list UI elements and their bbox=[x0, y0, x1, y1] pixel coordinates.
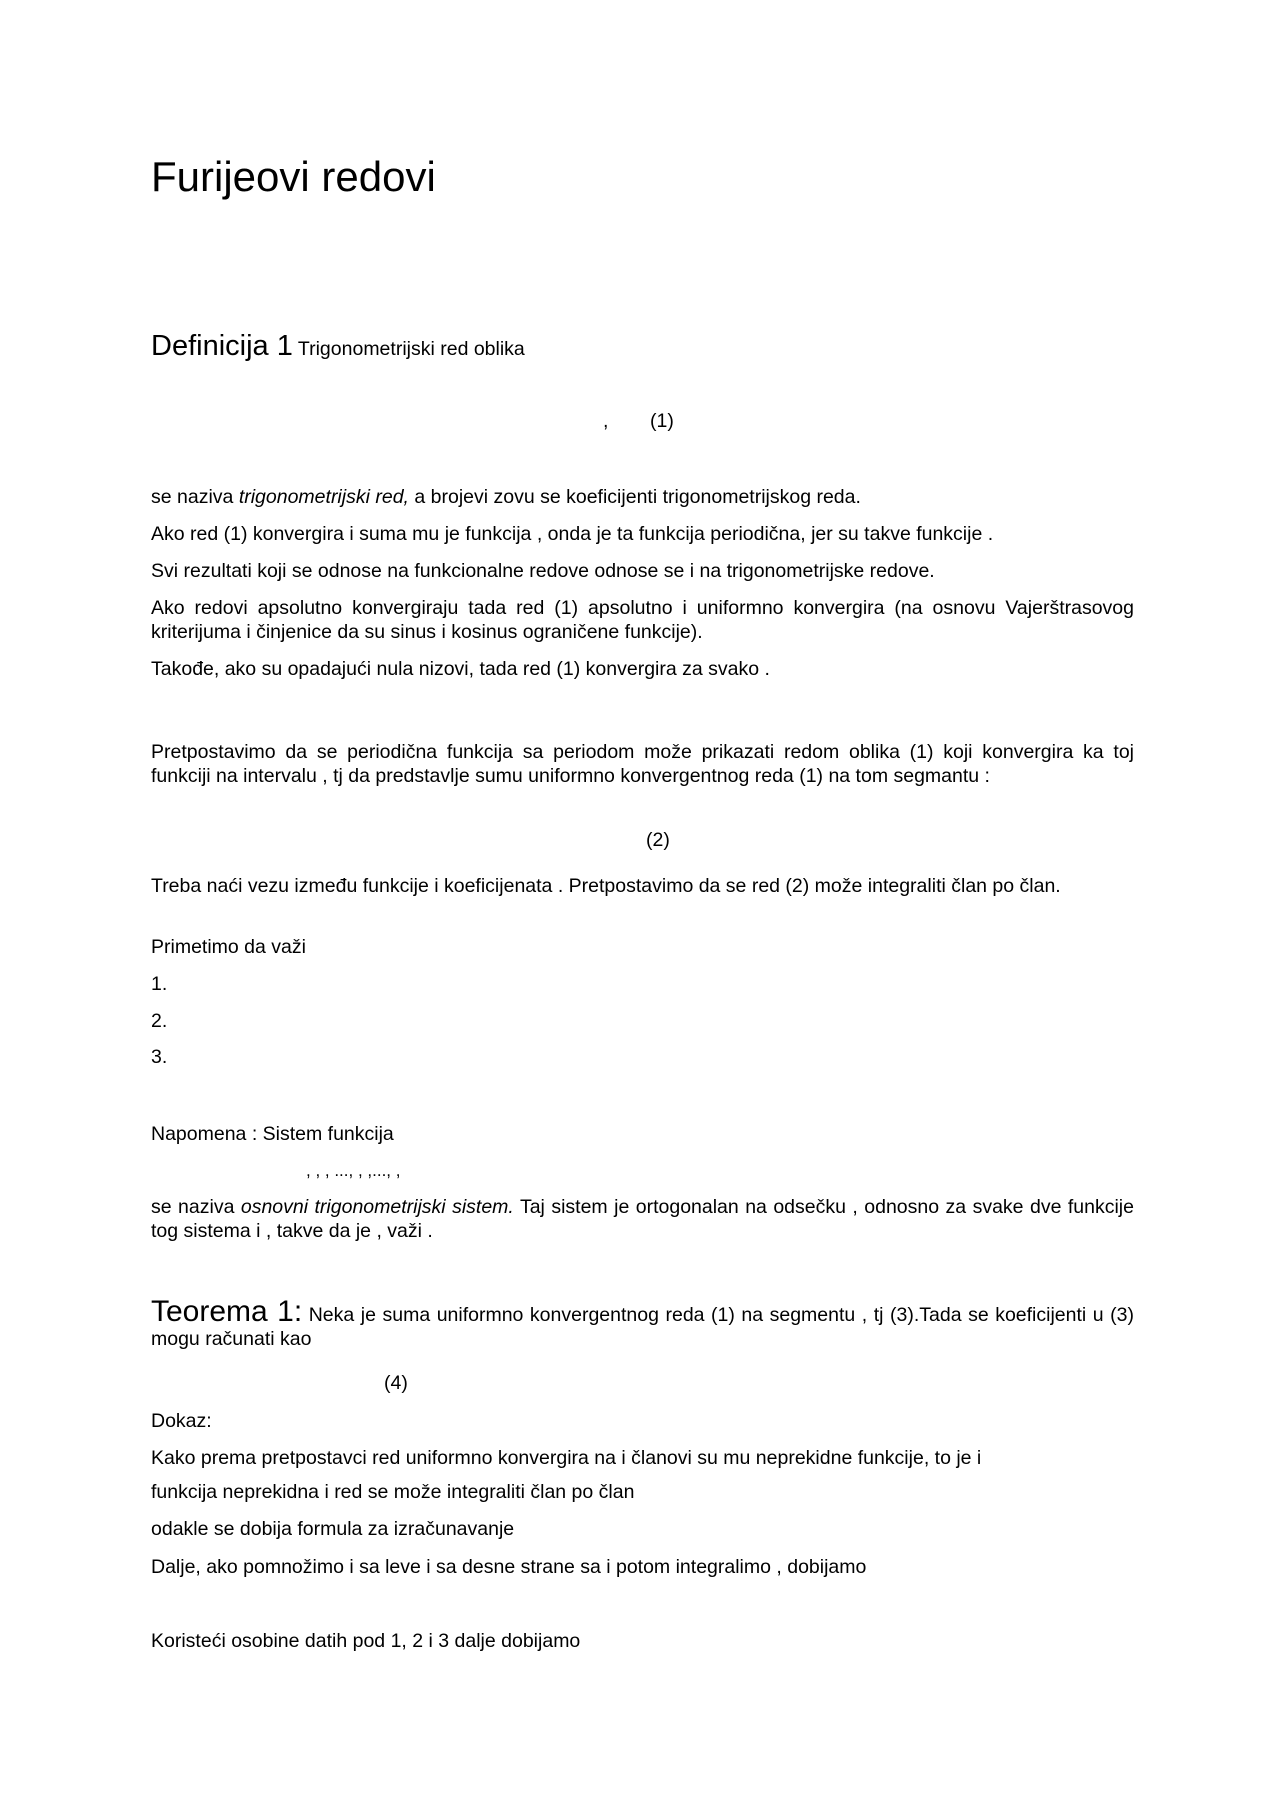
note-after: Taj sistem je ortogonalan na odsečku , odnosno za svake dve funkcije tog sistema i , takve da je , važi . bbox=[151, 1196, 1134, 1242]
paragraph-assumption: Pretpostavimo da se periodična funkcija sa periodom može prikazati redom oblika (1) koji konvergira ka toj funkciji na intervalu , tj da predstavlje sumu uniformno konvergentnog reda (1) na tom segmantu : bbox=[151, 741, 1134, 787]
definition-label: Definicija 1 bbox=[151, 330, 293, 362]
paragraph-coefficients: Treba naći vezu između funkcije i koeficijenata . Pretpostavimo da se red (2) može integraliti član po član. bbox=[151, 875, 1061, 897]
paragraph-orthogonal-system bbox=[151, 1195, 1134, 1243]
equation-1-number: (1) bbox=[650, 410, 674, 432]
equation-2-number: (2) bbox=[646, 829, 670, 851]
equation-4-number: (4) bbox=[384, 1372, 408, 1394]
term-trig-series: trigonometrijski red, bbox=[238, 486, 409, 508]
function-system: , , , ..., , ,..., , bbox=[306, 1161, 401, 1180]
definition-1 bbox=[151, 328, 1134, 367]
paragraph-results: Svi rezultati koji se odnose na funkcionalne redove odnose se i na trigonometrijske redove. bbox=[151, 560, 935, 582]
proof-line-4: Dalje, ako pomnožimo i sa leve i sa desne strane sa i potom integralimo , dobijamo bbox=[151, 1556, 867, 1578]
definition-text: Trigonometrijski red oblika bbox=[297, 338, 525, 360]
proof-line-3: odakle se dobija formula za izračunavanje bbox=[151, 1518, 515, 1540]
list-item-1: 1. bbox=[151, 973, 168, 995]
theorem-text: Neka je suma uniformno konvergentnog reda (1) na segmentu , tj (3).Tada se koeficijenti u (3) mogu računati kao bbox=[151, 1304, 1134, 1350]
p1-before: se naziva bbox=[151, 486, 239, 508]
list-item-3: 3. bbox=[151, 1046, 168, 1068]
theorem-label: Teorema 1: bbox=[151, 1295, 303, 1328]
note-before: se naziva bbox=[151, 1196, 241, 1218]
paragraph-note-valid: Primetimo da važi bbox=[151, 936, 306, 958]
equation-1-comma: , bbox=[603, 410, 609, 432]
proof-line-5: Koristeći osobine datih pod 1, 2 i 3 dalje dobijamo bbox=[151, 1630, 581, 1652]
list-item-2: 2. bbox=[151, 1010, 168, 1032]
note-label: Napomena : Sistem funkcija bbox=[151, 1123, 394, 1145]
proof-line-1: Kako prema pretpostavci red uniformno konvergira na i članovi su mu neprekidne funkcije, to je i bbox=[151, 1447, 982, 1469]
paragraph-trig-series bbox=[151, 485, 1134, 509]
paragraph-periodicity: Ako red (1) konvergira i suma mu je funkcija , onda je ta funkcija periodična, jer su takve funkcije . bbox=[151, 523, 994, 545]
term-basic-system: osnovni trigonometrijski sistem. bbox=[240, 1196, 514, 1218]
p1-after: a brojevi zovu se koeficijenti trigonometrijskog reda. bbox=[408, 486, 861, 508]
proof-label: Dokaz: bbox=[151, 1410, 212, 1432]
page-title: Furijeovi redovi bbox=[151, 153, 436, 200]
proof-line-2: funkcija neprekidna i red se može integraliti član po član bbox=[151, 1481, 635, 1503]
paragraph-decreasing-sequences: Takođe, ako su opadajući nula nizovi, tada red (1) konvergira za svako . bbox=[151, 658, 770, 680]
theorem-1 bbox=[151, 1295, 1134, 1351]
paragraph-absolute-convergence: Ako redovi apsolutno konvergiraju tada red (1) apsolutno i uniformno konvergira (na osnovu Vajerštrasovog kriterijuma i činjenice da su sinus i kosinus ograničene funkcije). bbox=[151, 597, 1134, 643]
